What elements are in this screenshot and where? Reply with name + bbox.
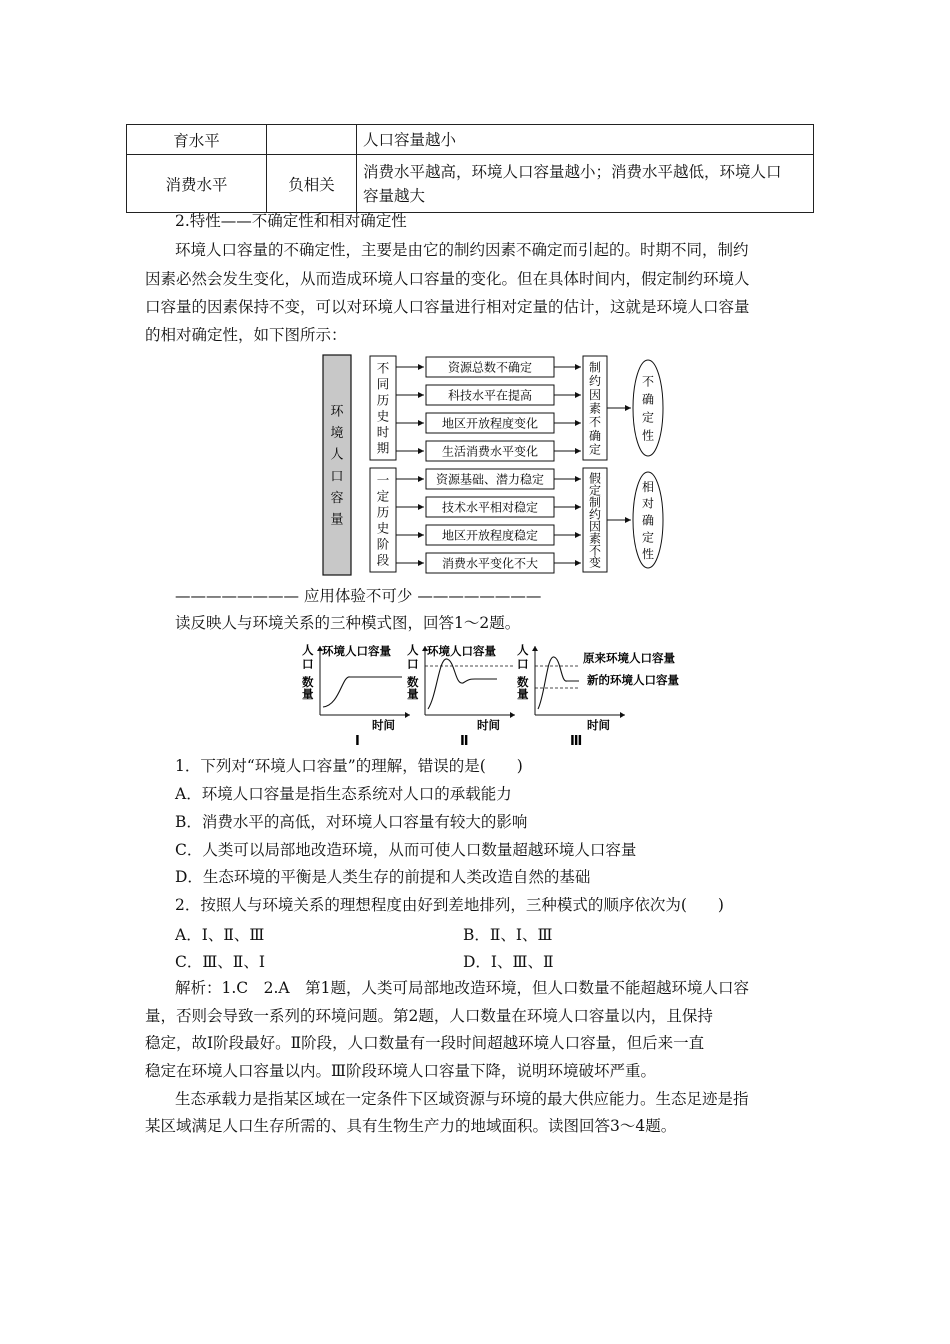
group2-outcome-char: 确: [641, 513, 655, 528]
table-row: [127, 125, 814, 155]
group1-label: [377, 361, 390, 456]
x-axis-label: 时间: [372, 718, 395, 732]
model-numeral: Ⅲ: [570, 734, 583, 749]
y-axis-label-char: 数: [517, 675, 529, 689]
table-row: [127, 155, 814, 213]
main-label-char: 境: [330, 426, 344, 441]
capacity-label: 环境人口容量: [427, 644, 496, 658]
practice-header: ———————— 应用体验不可少 ————————: [175, 587, 542, 605]
main-label-char: 容: [330, 491, 344, 506]
paragraph-line: 口容量的因素保持不变，可以对环境人口容量进行相对定量的估计，这就是环境人口容量: [145, 298, 750, 316]
x-axis-label: 时间: [477, 718, 500, 732]
model-numeral: Ⅰ: [355, 734, 360, 749]
paragraph-line: 生态承载力是指某区域在一定条件下区域资源与环境的最大供应能力。生态足迹是指: [175, 1090, 749, 1108]
paragraph-line: 某区域满足人口生存所需的、具有生物生产力的地域面积。读图回答3～4题。: [145, 1117, 677, 1135]
y-axis-label-char: 口: [517, 657, 529, 671]
y-axis-label-char: 量: [517, 687, 529, 701]
group1-outcome-char: 定: [641, 410, 655, 425]
population-curve: [323, 677, 402, 707]
q1-option-c: C．人类可以局部地改造环境，从而可使人口数量超越环境人口容量: [175, 841, 637, 859]
group2-item-label: 消费水平变化不大: [441, 556, 539, 571]
group2-outcome-char: 对: [641, 496, 655, 511]
group1-label-char: 不: [376, 360, 390, 376]
model-numeral: Ⅱ: [460, 734, 469, 749]
y-axis-label-char: 口: [302, 657, 314, 671]
model-chart-1: [302, 643, 410, 749]
analysis-line: 量，否则会导致一系列的环境问题。第2题，人口数量在环境人口容量以内，且保持: [145, 1007, 713, 1025]
q2-option-b: B．Ⅱ、Ⅰ、Ⅲ: [463, 926, 553, 944]
group1-result-char: 因: [588, 387, 602, 402]
group1-label-char: 历: [376, 392, 390, 408]
population-curve: [428, 659, 497, 709]
new-capacity-label: 新的环境人口容量: [587, 673, 679, 687]
group2-result: [589, 472, 601, 570]
y-axis-label-char: 人: [302, 643, 314, 657]
group2-result-char: 假: [588, 471, 602, 486]
three-model-charts: [300, 640, 700, 750]
group2-label-char: 段: [376, 552, 390, 568]
group1-outcome-char: 确: [641, 392, 655, 407]
group1-label-char: 史: [376, 408, 390, 424]
group1-item-label: 科技水平在提高: [447, 388, 533, 403]
analysis-line: 解析：1.C 2.A 第1题，人类可局部地改造环境，但人口数量不能超越环境人口容: [175, 979, 749, 997]
main-label-char: 人: [330, 447, 344, 463]
group2-result-char: 素: [588, 531, 602, 546]
group2-result-char: 变: [588, 555, 602, 570]
capacity-factor-table: [126, 124, 814, 213]
group2-result-char: 因: [588, 519, 602, 534]
group1-result-char: 制: [588, 360, 602, 375]
model-chart-3: [517, 643, 679, 749]
original-capacity-label: 原来环境人口容量: [583, 651, 675, 665]
group2-result-char: 定: [588, 483, 602, 498]
group1-outcome-char: 性: [641, 428, 655, 443]
group1-label-char: 同: [376, 376, 390, 392]
main-label-char: 环: [330, 404, 344, 420]
y-axis-label-char: 量: [407, 687, 419, 701]
group2-label-char: 一: [376, 472, 390, 488]
main-box: [323, 355, 351, 575]
main-label-char: 量: [330, 512, 344, 528]
q2-option-a: A．Ⅰ、Ⅱ、Ⅲ: [175, 926, 265, 944]
group2-item-label: 技术水平相对稳定: [441, 500, 539, 515]
q1-option-b: B．消费水平的高低，对环境人口容量有较大的影响: [175, 813, 528, 831]
group2-label-char: 史: [376, 520, 390, 536]
group2-item-label: 资源基础、潜力稳定: [435, 472, 545, 487]
group1-outcome-char: 不: [641, 374, 655, 389]
group2-outcome-char: 定: [641, 530, 655, 545]
group1-label-char: 期: [376, 440, 390, 456]
y-axis-label-char: 数: [407, 675, 419, 689]
table-cell-desc: 消费水平越高，环境人口容量越小；消费水平越低，环境人口 容量越大: [357, 155, 814, 213]
q1-stem: 1．下列对“环境人口容量”的理解，错误的是( ): [175, 757, 523, 775]
group2-outcome-char: 性: [641, 547, 655, 562]
capacity-certainty-diagram: [318, 350, 688, 582]
group2-label-char: 定: [376, 488, 390, 504]
group2-label-char: 历: [376, 504, 390, 520]
paragraph-line: 环境人口容量的不确定性，主要是由它的制约因素不确定而引起的。时期不同，制约: [175, 241, 749, 259]
y-axis-label-char: 人: [517, 643, 529, 657]
group1-result-char: 约: [588, 374, 602, 389]
group2-outcome-char: 相: [641, 479, 655, 494]
paragraph-line: 因素必然会发生变化，从而造成环境人口容量的变化。但在具体时间内，假定制约环境人: [145, 270, 750, 288]
group2-label-char: 阶: [376, 536, 390, 552]
group2-result-char: 约: [588, 507, 602, 522]
group1-result-char: 确: [588, 428, 602, 443]
group1-result: [589, 359, 601, 456]
group2-result-char: 制: [588, 495, 602, 510]
analysis-line: 稳定在环境人口容量以内。Ⅲ阶段环境人口容量下降，说明环境破坏严重。: [145, 1062, 656, 1080]
group1-result-char: 定: [588, 442, 602, 457]
group1-result-char: 素: [588, 401, 602, 416]
group1-item-label: 资源总数不确定: [447, 360, 533, 375]
group2-outcome: [642, 479, 654, 561]
group2-item-label: 地区开放程度稳定: [441, 528, 539, 543]
table-cell-relation: 负相关: [267, 155, 357, 213]
y-axis-label-char: 人: [407, 643, 419, 657]
intro-text: 读反映人与环境关系的三种模式图，回答1～2题。: [175, 614, 521, 632]
group1-item-label: 地区开放程度变化: [441, 416, 539, 431]
group2-result-char: 不: [588, 543, 602, 558]
group1-item-label: 生活消费水平变化: [441, 444, 539, 459]
table-cell-desc: 人口容量越小: [357, 125, 814, 155]
q2-option-c: C．Ⅲ、Ⅱ、Ⅰ: [175, 953, 265, 971]
q2-option-d: D．Ⅰ、Ⅲ、Ⅱ: [463, 953, 554, 971]
table-cell-factor: 育水平: [127, 125, 267, 155]
q1-option-d: D．生态环境的平衡是人类生存的前提和人类改造自然的基础: [175, 868, 591, 886]
table-cell-relation: [267, 125, 357, 155]
population-curve: [538, 657, 579, 709]
group2-label: [377, 473, 390, 568]
paragraph-line: 的相对确定性，如下图所示：: [145, 326, 347, 344]
capacity-label: 环境人口容量: [322, 644, 391, 658]
y-axis-label-char: 量: [302, 687, 314, 701]
table-cell-factor: 消费水平: [127, 155, 267, 213]
analysis-line: 稳定，故Ⅰ阶段最好。Ⅱ阶段，人口数量有一段时间超越环境人口容量，但后来一直: [145, 1034, 705, 1052]
main-label-char: 口: [330, 469, 344, 485]
q1-option-a: A．环境人口容量是指生态系统对人口的承载能力: [175, 785, 512, 803]
group1-label-char: 时: [376, 424, 390, 440]
group1-result-char: 不: [588, 415, 602, 430]
section-title: 2.特性——不确定性和相对确定性: [175, 212, 407, 230]
q2-stem: 2．按照人与环境关系的理想程度由好到差地排列，三种模式的顺序依次为( ): [175, 896, 724, 914]
model-chart-2: [407, 643, 515, 749]
y-axis-label-char: 口: [407, 657, 419, 671]
x-axis-label: 时间: [587, 718, 610, 732]
y-axis-label-char: 数: [302, 675, 314, 689]
